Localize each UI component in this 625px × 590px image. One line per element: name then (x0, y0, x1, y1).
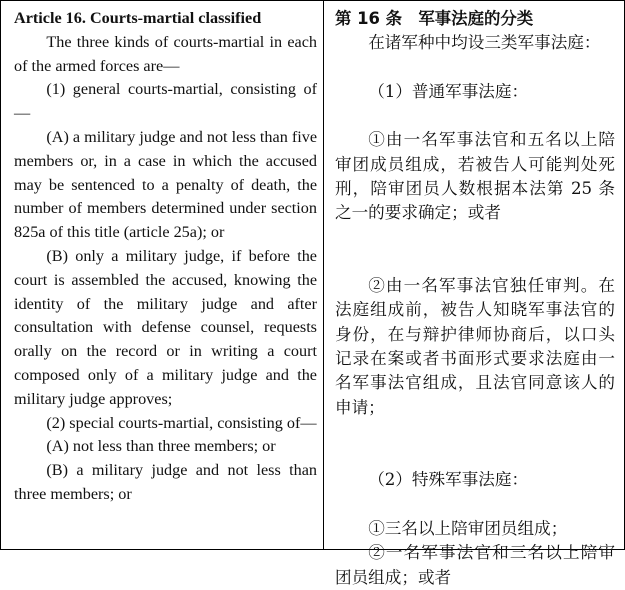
paragraph-special-a: (A) not less than three members; or (46, 437, 276, 456)
column-divider (323, 1, 324, 549)
paragraph-special-b: (B) a military judge and not less than three members; or (14, 461, 317, 503)
paragraph-special-a-zh: ①三名以上陪审团员组成； (368, 518, 568, 538)
paragraph-general-b: (B) only a military judge, if before the court is assembled the accused, knowing the identity of the military judge and after consultation with defense counsel, requests orally on the record or in writing a court composed only of a military judge and the military judge approves; (14, 246, 317, 408)
paragraph-general-courts-zh: （1）普通军事法庭： (368, 81, 529, 101)
paragraph-general-a-zh: ①由一名军事法官和五名以上陪审团成员组成，若被告人可能判处死刑，陪审团员人数根据本法第 25 条之一的要求确定；或者 (335, 130, 615, 223)
english-column (14, 7, 317, 507)
chinese-column (335, 7, 615, 590)
article-title-english: Article 16. Courts-martial classified (14, 9, 262, 27)
paragraph-special-courts: (2) special courts-martial, consisting of— (46, 413, 317, 432)
article-title-chinese: 第 16 条 军事法庭的分类 (335, 9, 534, 28)
paragraph-general-courts: (1) general courts-martial, consisting of— (14, 80, 317, 123)
paragraph-special-courts-zh: （2）特殊军事法庭： (368, 470, 529, 490)
paragraph-intro: The three kinds of courts-martial in each of the armed forces are— (14, 32, 317, 75)
paragraph-intro-zh: 在诸军种中均设三类军事法庭： (368, 33, 601, 53)
paragraph-special-b-zh: ②一名军事法官和三名以上陪审团员组成；或者 (335, 543, 615, 587)
paragraph-general-b-zh: ②由一名军事法官独任审判。在法庭组成前，被告人知晓军事法官的身份，在与辩护律师协商后，以口头记录在案或者书面形式要求法庭由一名军事法官组成，且法官同意该人的申请； (335, 275, 615, 417)
paragraph-general-a: (A) a military judge and not less than five members or, in a case in which the accused may be sentenced to a penalty of death, the number of members determined under section 825a of this title (article 25a); or (14, 127, 318, 242)
